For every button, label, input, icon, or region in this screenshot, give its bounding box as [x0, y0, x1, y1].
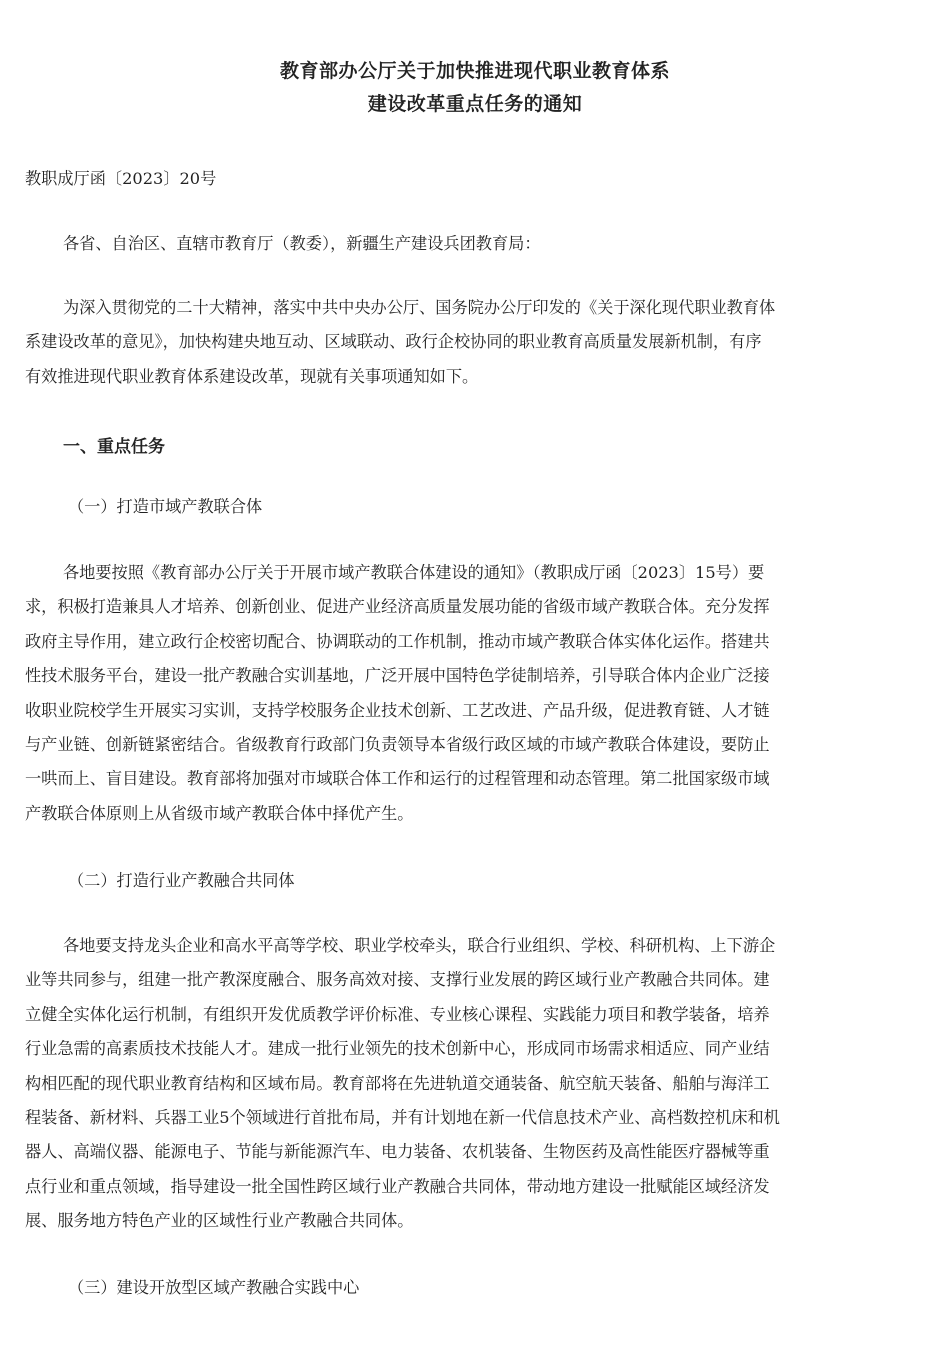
paragraph-line: 有效推进现代职业教育体系建设改革，现就有关事项通知如下。	[25, 366, 479, 386]
paragraph-line: 系建设改革的意见》，加快构建央地互动、区域联动、政行企校协同的职业教育高质量发展新机制，有序	[25, 332, 762, 352]
paragraph-line: 行业急需的高素质技术技能人才。建成一批行业领先的技术创新中心，形成同市场需求相适应、同产业结	[25, 1039, 770, 1059]
paragraph-line: 一哄而上、盲目建设。教育部将加强对市域联合体工作和运行的过程管理和动态管理。第二批国家级市域	[25, 769, 770, 789]
paragraph-line: 构相匹配的现代职业教育结构和区域布局。教育部将在先进轨道交通装备、航空航天装备、船舶与海洋工	[25, 1073, 770, 1093]
paragraph-line: 为深入贯彻党的二十大精神，落实中共中央办公厅、国务院办公厅印发的《关于深化现代职业教育体	[63, 298, 776, 317]
paragraph-line: 各地要按照《教育部办公厅关于开展市域产教联合体建设的通知》（教职成厅函〔2023〕15号）要	[63, 563, 765, 582]
paragraph-line: 求，积极打造兼具人才培养、创新创业、促进产业经济高质量发展功能的省级市域产教联合体。充分发挥	[25, 597, 770, 617]
paragraph-line: 产教联合体原则上从省级市域产教联合体中择优产生。	[25, 803, 414, 823]
document-title-line-2: 建设改革重点任务的通知	[367, 93, 583, 115]
intro-paragraph	[25, 291, 925, 394]
subsection-heading-1: （一）打造市域产教联合体	[68, 497, 263, 516]
paragraph-line: 各地要支持龙头企业和高水平高等学校、职业学校牵头，联合行业组织、学校、科研机构、上下游企	[63, 936, 776, 955]
subsection-2-paragraph	[25, 929, 925, 1239]
salutation: 各省、自治区、直辖市教育厅（教委），新疆生产建设兵团教育局：	[63, 234, 541, 253]
paragraph-line: 业等共同参与，组建一批产教深度融合、服务高效对接、支撑行业发展的跨区域行业产教融合共同体。建	[25, 970, 770, 990]
paragraph-line: 程装备、新材料、兵器工业5个领域进行首批布局，并有计划地在新一代信息技术产业、高档数控机床和机	[25, 1107, 780, 1127]
paragraph-line: 性技术服务平台，建设一批产教融合实训基地，广泛开展中国特色学徒制培养，引导联合体内企业广泛接	[25, 666, 770, 686]
document-title-line-1: 教育部办公厅关于加快推进现代职业教育体系	[279, 60, 670, 82]
paragraph-line: 收职业院校学生开展实习实训，支持学校服务企业技术创新、工艺改进、产品升级，促进教育链、人才链	[25, 700, 770, 720]
subsection-heading-3: （三）建设开放型区域产教融合实践中心	[68, 1278, 360, 1297]
paragraph-line: 点行业和重点领域，指导建设一批全国性跨区域行业产教融合共同体，带动地方建设一批赋能区域经济发	[25, 1176, 770, 1196]
subsection-heading-2: （二）打造行业产教融合共同体	[68, 871, 295, 890]
document-number: 教职成厅函〔2023〕20号	[25, 169, 217, 188]
paragraph-line: 与产业链、创新链紧密结合。省级教育行政部门负责领导本省级行政区域的市域产教联合体建设，要防止	[25, 734, 770, 754]
subsection-1-paragraph	[25, 556, 925, 831]
paragraph-line: 立健全实体化运行机制，有组织开发优质教学评价标准、专业核心课程、实践能力项目和教学装备，培养	[25, 1004, 770, 1024]
paragraph-line: 展、服务地方特色产业的区域性行业产教融合共同体。	[25, 1211, 414, 1231]
paragraph-line: 器人、高端仪器、能源电子、节能与新能源汽车、电力装备、农机装备、生物医药及高性能医疗器械等重	[25, 1142, 770, 1162]
section-heading-key-tasks: 一、重点任务	[63, 437, 165, 457]
paragraph-line: 政府主导作用，建立政行企校密切配合、协调联动的工作机制，推动市域产教联合体实体化运作。搭建共	[25, 631, 770, 651]
